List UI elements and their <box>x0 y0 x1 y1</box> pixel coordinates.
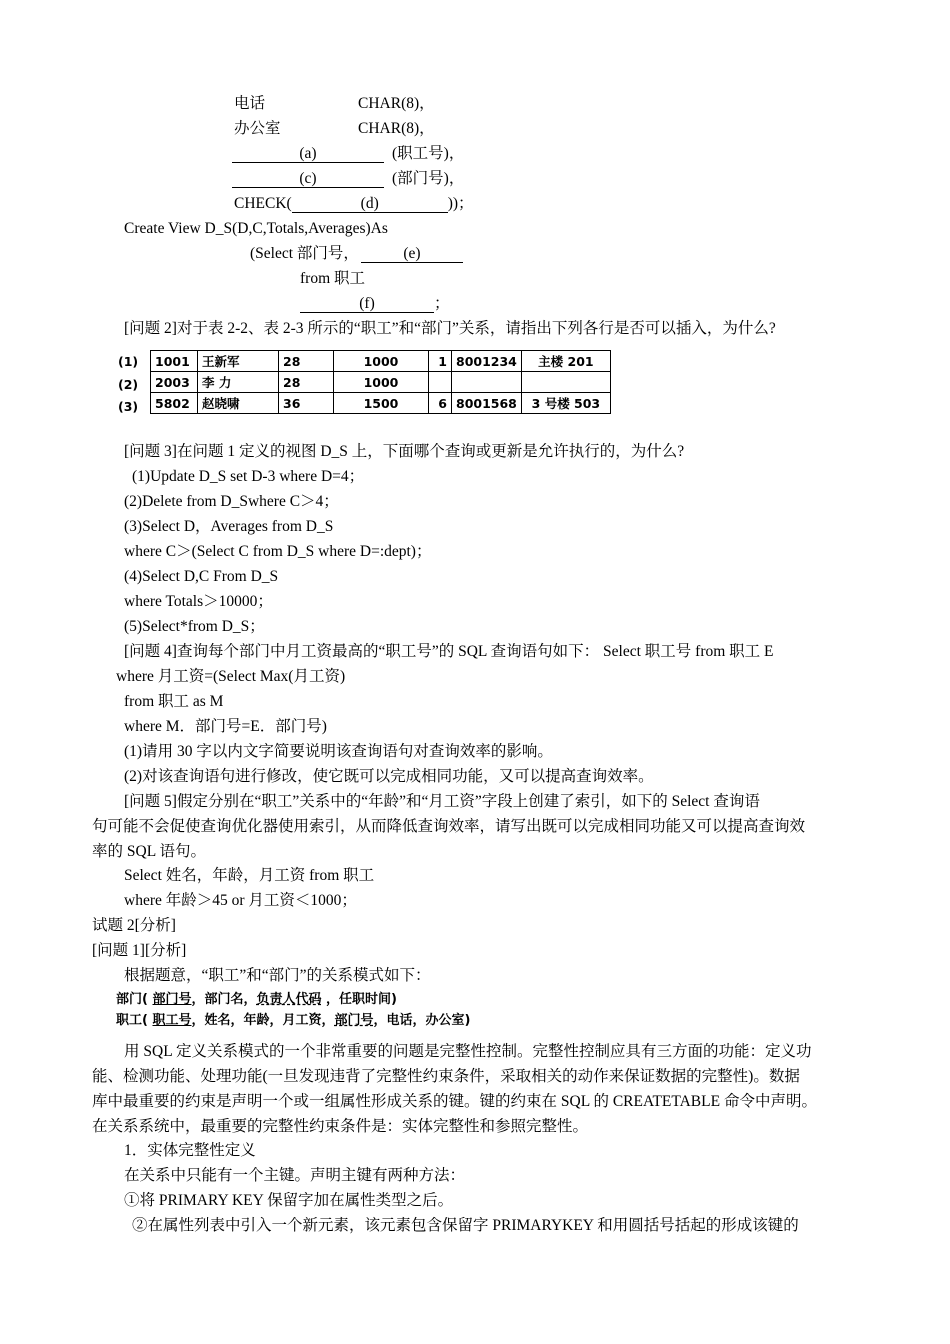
blank-a: (a) <box>232 145 384 163</box>
primary-key: 部门号 <box>152 992 192 1007</box>
paragraph-line: 在关系中只能有一个主键。声明主键有两种方法： <box>124 1167 466 1184</box>
table-cell: 1000 <box>334 351 429 372</box>
q4-line: from 职工 as M <box>124 693 224 710</box>
q4-line: (1)请用 30 字以内文字简要说明该查询语句对查询效率的影响。 <box>124 743 553 760</box>
paragraph-line: 在关系系统中，最重要的完整性约束条件是：实体完整性和参照完整性。 <box>92 1118 589 1135</box>
view-select-line <box>250 244 463 264</box>
view-end: ； <box>434 295 450 312</box>
blank-d: (d) <box>292 195 448 213</box>
schema-line-blank-c <box>232 169 464 189</box>
insert-rows-table <box>150 350 611 414</box>
dept-schema <box>116 990 397 1010</box>
table-cell <box>521 372 610 393</box>
question-4: [问题 4]查询每个部门中月工资最高的“职工号”的 SQL 查询语句如下： Select 职工号 from 职工 E <box>124 643 774 660</box>
table-cell: 主楼 201 <box>521 351 610 372</box>
blank-c-note: (部门号)， <box>392 170 465 187</box>
table-cell: 8001568 <box>452 393 522 414</box>
q5-line: 率的 SQL 语句。 <box>92 843 206 860</box>
table-cell <box>452 372 522 393</box>
row-labels <box>118 351 138 419</box>
field-name: 办公室 <box>234 120 281 137</box>
q4-line: where 月工资=(Select Max(月工资) <box>116 668 346 685</box>
table-cell: 8001234 <box>452 351 522 372</box>
field-name: 电话 <box>234 95 266 112</box>
field-type: CHAR(8)， <box>358 120 435 137</box>
paragraph-line: 能、检测功能、处理功能(一旦发现违背了完整性约束条件，采取相关的动作来保证数据的完整性)。数据 <box>92 1068 800 1085</box>
analysis-heading: 试题 2[分析] <box>92 917 176 934</box>
blank-f: (f) <box>300 295 434 313</box>
schema-line-office <box>234 119 435 139</box>
schema-mid: ，部门名， <box>191 992 257 1007</box>
table-cell: 1000 <box>334 372 429 393</box>
q4-line: where M．部门号=E．部门号) <box>124 718 327 735</box>
table-cell: 6 <box>429 393 452 414</box>
q3-item: (1)Update D_S set D-3 where D=4； <box>132 468 365 485</box>
paragraph-line: ②在属性列表中引入一个新元素，该元素包含保留字 PRIMARYKEY 和用圆括号括起的形成该键的 <box>132 1217 799 1234</box>
foreign-key: 负责人代码 <box>256 992 322 1007</box>
schema-line-phone <box>234 94 435 114</box>
q3-item: where Totals＞10000； <box>124 593 273 610</box>
question-2: [问题 2]对于表 2-2、表 2-3 所示的“职工”和“部门”关系，请指出下列各行是否可以插入，为什么? <box>124 320 776 337</box>
table-cell: 5802 <box>151 393 198 414</box>
table-cell: 1500 <box>334 393 429 414</box>
q3-item: (5)Select*from D_S； <box>124 618 265 635</box>
paragraph-line: ①将 PRIMARY KEY 保留字加在属性类型之后。 <box>124 1192 454 1209</box>
blank-c: (c) <box>232 170 384 188</box>
table-cell: 28 <box>279 372 334 393</box>
schema-line-check <box>234 194 474 214</box>
field-type: CHAR(8)， <box>358 95 435 112</box>
schema-prefix: 职工( <box>116 1013 148 1028</box>
schema-mid: ，姓名，年龄，月工资， <box>191 1013 335 1028</box>
q5-line: 句可能不会促使查询优化器使用索引，从而降低查询效率，请写出既可以完成相同功能又可以提高查询效 <box>92 818 806 835</box>
table-cell <box>429 372 452 393</box>
q3-item: (3)Select D，Averages from D_S <box>124 518 334 535</box>
q4-line: (2)对该查询语句进行修改，使它既可以完成相同功能，又可以提高查询效率。 <box>124 768 654 785</box>
schema-line-blank-a <box>232 144 464 164</box>
question-3: [问题 3]在问题 1 定义的视图 D_S 上，下面哪个查询或更新是允许执行的，为什么? <box>124 443 685 460</box>
analysis-intro: 根据题意，“职工”和“部门”的关系模式如下： <box>124 967 431 984</box>
table-cell: 1001 <box>151 351 198 372</box>
table-cell: 36 <box>279 393 334 414</box>
paragraph-line: 库中最重要的约束是声明一个或一组属性形成关系的键。键的约束在 SQL 的 CREATETABLE 命令中声明。 <box>92 1093 817 1110</box>
schema-rest: ，任职时间) <box>321 992 397 1007</box>
schema-rest: ，电话，办公室) <box>373 1013 471 1028</box>
table-cell: 2003 <box>151 372 198 393</box>
view-from-line: from 职工 <box>300 270 366 287</box>
table-row <box>151 372 611 393</box>
primary-key: 职工号 <box>152 1013 192 1028</box>
table-cell: 王新军 <box>198 351 279 372</box>
table-cell: 李 力 <box>198 372 279 393</box>
section-heading: 1．实体完整性定义 <box>124 1142 256 1159</box>
foreign-key: 部门号 <box>334 1013 374 1028</box>
create-view-line: Create View D_S(D,C,Totals,Averages)As <box>124 220 388 237</box>
q3-item: (2)Delete from D_Swhere C＞4； <box>124 493 339 510</box>
schema-prefix: 部门( <box>116 992 148 1007</box>
check-keyword: CHECK( <box>234 195 292 212</box>
q5-line: where 年龄＞45 or 月工资＜1000； <box>124 892 357 909</box>
blank-e: (e) <box>361 245 463 263</box>
row-label: (1) <box>118 354 139 369</box>
table-cell: 1 <box>429 351 452 372</box>
q3-item: (4)Select D,C From D_S <box>124 568 279 585</box>
question-5: [问题 5]假定分别在“职工”关系中的“年龄”和“月工资”字段上创建了索引，如下的 Select 查询语 <box>124 793 760 810</box>
view-select: (Select 部门号， <box>250 245 359 262</box>
blank-a-note: (职工号)， <box>392 145 465 162</box>
table-cell: 28 <box>279 351 334 372</box>
table-cell: 赵晓啸 <box>198 393 279 414</box>
row-label: (2) <box>118 376 139 392</box>
analysis-subheading: [问题 1][分析] <box>92 942 187 959</box>
table-row <box>151 393 611 414</box>
table-cell: 3 号楼 503 <box>521 393 610 414</box>
check-end: ))； <box>447 195 474 212</box>
table-row <box>151 351 611 372</box>
q3-item: where C＞(Select C from D_S where D=:dept)； <box>124 543 432 560</box>
emp-schema <box>116 1011 470 1031</box>
q5-line: Select 姓名，年龄，月工资 from 职工 <box>124 867 375 884</box>
view-blank-f-line <box>300 294 450 314</box>
row-label: (3) <box>118 399 139 414</box>
paragraph-line: 用 SQL 定义关系模式的一个非常重要的问题是完整性控制。完整性控制应具有三方面的功能：定义功 <box>124 1043 812 1060</box>
